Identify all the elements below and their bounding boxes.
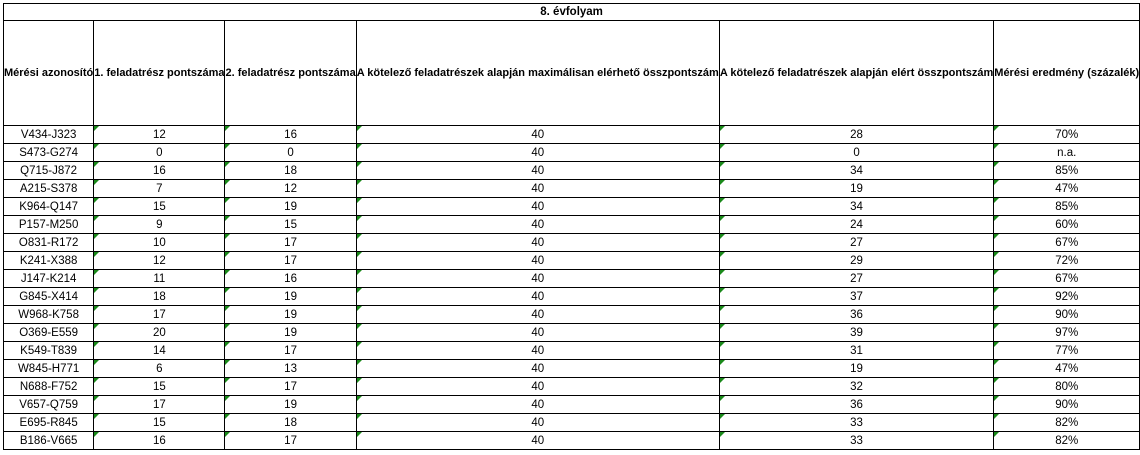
header-measurement-id[interactable]: Mérési azonosító bbox=[4, 21, 94, 126]
cell-measurement-id[interactable]: J147-K214 bbox=[4, 270, 94, 288]
cell-measurement-id[interactable]: S473-G274 bbox=[4, 144, 94, 162]
cell-result-percent[interactable]: 67% bbox=[994, 234, 1140, 252]
cell-max-total[interactable]: 40 bbox=[356, 342, 719, 360]
cell-result-percent[interactable]: 80% bbox=[994, 378, 1140, 396]
cell-result-percent[interactable]: 72% bbox=[994, 252, 1140, 270]
cell-achieved-total[interactable]: 0 bbox=[719, 144, 993, 162]
table-row bbox=[4, 216, 1140, 234]
cell-part1-score[interactable]: 20 bbox=[94, 324, 225, 342]
cell-achieved-total[interactable]: 19 bbox=[719, 360, 993, 378]
cell-result-percent[interactable]: 77% bbox=[994, 342, 1140, 360]
cell-max-total[interactable]: 40 bbox=[356, 432, 719, 450]
cell-result-percent[interactable]: 97% bbox=[994, 324, 1140, 342]
cell-result-percent[interactable]: 70% bbox=[994, 126, 1140, 144]
table-row bbox=[4, 342, 1140, 360]
cell-part2-score[interactable]: 18 bbox=[225, 162, 356, 180]
cell-achieved-total[interactable]: 28 bbox=[719, 126, 993, 144]
table-row bbox=[4, 306, 1140, 324]
cell-part2-score[interactable]: 15 bbox=[225, 216, 356, 234]
cell-part2-score[interactable]: 18 bbox=[225, 414, 356, 432]
cell-result-percent[interactable]: 47% bbox=[994, 180, 1140, 198]
cell-result-percent[interactable]: n.a. bbox=[994, 144, 1140, 162]
table-row bbox=[4, 270, 1140, 288]
cell-part2-score[interactable]: 17 bbox=[225, 342, 356, 360]
cell-max-total[interactable]: 40 bbox=[356, 252, 719, 270]
cell-achieved-total[interactable]: 39 bbox=[719, 324, 993, 342]
cell-part1-score[interactable]: 16 bbox=[94, 432, 225, 450]
cell-achieved-total[interactable]: 32 bbox=[719, 378, 993, 396]
cell-part1-score[interactable]: 17 bbox=[94, 396, 225, 414]
cell-achieved-total[interactable]: 24 bbox=[719, 216, 993, 234]
cell-achieved-total[interactable]: 36 bbox=[719, 306, 993, 324]
cell-max-total[interactable]: 40 bbox=[356, 378, 719, 396]
cell-achieved-total[interactable]: 36 bbox=[719, 396, 993, 414]
cell-max-total[interactable]: 40 bbox=[356, 198, 719, 216]
header-part2-score[interactable]: 2. feladatrész pontszáma bbox=[225, 21, 356, 126]
cell-measurement-id[interactable]: W968-K758 bbox=[4, 306, 94, 324]
cell-part1-score[interactable]: 17 bbox=[94, 306, 225, 324]
table-row bbox=[4, 162, 1140, 180]
cell-measurement-id[interactable]: G845-X414 bbox=[4, 288, 94, 306]
cell-max-total[interactable]: 40 bbox=[356, 306, 719, 324]
header-part1-score[interactable]: 1. feladatrész pontszáma bbox=[94, 21, 225, 126]
cell-max-total[interactable]: 40 bbox=[356, 324, 719, 342]
table-row bbox=[4, 378, 1140, 396]
cell-part1-score[interactable]: 15 bbox=[94, 414, 225, 432]
cell-measurement-id[interactable]: O369-E559 bbox=[4, 324, 94, 342]
cell-part2-score[interactable]: 17 bbox=[225, 432, 356, 450]
cell-result-percent[interactable]: 82% bbox=[994, 432, 1140, 450]
header-achieved-total[interactable]: A kötelező feladatrészek alapján elért összpontszám bbox=[719, 21, 993, 126]
cell-part2-score[interactable]: 19 bbox=[225, 396, 356, 414]
cell-result-percent[interactable]: 82% bbox=[994, 414, 1140, 432]
cell-part1-score[interactable]: 9 bbox=[94, 216, 225, 234]
cell-part2-score[interactable]: 17 bbox=[225, 252, 356, 270]
table-row bbox=[4, 414, 1140, 432]
cell-part1-score[interactable]: 11 bbox=[94, 270, 225, 288]
cell-result-percent[interactable]: 85% bbox=[994, 198, 1140, 216]
table-row bbox=[4, 198, 1140, 216]
cell-max-total[interactable]: 40 bbox=[356, 360, 719, 378]
results-table bbox=[3, 3, 1140, 450]
cell-achieved-total[interactable]: 27 bbox=[719, 234, 993, 252]
cell-max-total[interactable]: 40 bbox=[356, 270, 719, 288]
cell-part2-score[interactable]: 16 bbox=[225, 270, 356, 288]
cell-part1-score[interactable]: 15 bbox=[94, 198, 225, 216]
cell-result-percent[interactable]: 90% bbox=[994, 396, 1140, 414]
cell-part2-score[interactable]: 19 bbox=[225, 288, 356, 306]
table-row bbox=[4, 324, 1140, 342]
table-row bbox=[4, 432, 1140, 450]
cell-achieved-total[interactable]: 34 bbox=[719, 162, 993, 180]
cell-measurement-id[interactable]: K964-Q147 bbox=[4, 198, 94, 216]
cell-part1-score[interactable]: 12 bbox=[94, 126, 225, 144]
cell-achieved-total[interactable]: 33 bbox=[719, 432, 993, 450]
cell-max-total[interactable]: 40 bbox=[356, 288, 719, 306]
cell-achieved-total[interactable]: 29 bbox=[719, 252, 993, 270]
table-title[interactable]: 8. évfolyam bbox=[4, 4, 1140, 21]
table-row bbox=[4, 126, 1140, 144]
cell-part1-score[interactable]: 16 bbox=[94, 162, 225, 180]
cell-max-total[interactable]: 40 bbox=[356, 234, 719, 252]
cell-part2-score[interactable]: 17 bbox=[225, 234, 356, 252]
cell-part1-score[interactable]: 7 bbox=[94, 180, 225, 198]
cell-achieved-total[interactable]: 33 bbox=[719, 414, 993, 432]
cell-max-total[interactable]: 40 bbox=[356, 396, 719, 414]
cell-achieved-total[interactable]: 37 bbox=[719, 288, 993, 306]
table-row bbox=[4, 396, 1140, 414]
cell-measurement-id[interactable]: N688-F752 bbox=[4, 378, 94, 396]
cell-measurement-id[interactable]: A215-S378 bbox=[4, 180, 94, 198]
cell-part2-score[interactable]: 16 bbox=[225, 126, 356, 144]
cell-measurement-id[interactable]: B186-V665 bbox=[4, 432, 94, 450]
cell-result-percent[interactable]: 85% bbox=[994, 162, 1140, 180]
cell-achieved-total[interactable]: 31 bbox=[719, 342, 993, 360]
cell-part1-score[interactable]: 15 bbox=[94, 378, 225, 396]
cell-result-percent[interactable]: 92% bbox=[994, 288, 1140, 306]
cell-result-percent[interactable]: 67% bbox=[994, 270, 1140, 288]
cell-max-total[interactable]: 40 bbox=[356, 144, 719, 162]
cell-part2-score[interactable]: 12 bbox=[225, 180, 356, 198]
header-result-percent[interactable]: Mérési eredmény (százalék) bbox=[994, 21, 1140, 126]
cell-part1-score[interactable]: 18 bbox=[94, 288, 225, 306]
cell-measurement-id[interactable]: K241-X388 bbox=[4, 252, 94, 270]
cell-measurement-id[interactable]: V434-J323 bbox=[4, 126, 94, 144]
cell-max-total[interactable]: 40 bbox=[356, 126, 719, 144]
cell-max-total[interactable]: 40 bbox=[356, 216, 719, 234]
cell-result-percent[interactable]: 60% bbox=[994, 216, 1140, 234]
cell-measurement-id[interactable]: W845-H771 bbox=[4, 360, 94, 378]
cell-achieved-total[interactable]: 27 bbox=[719, 270, 993, 288]
table-row bbox=[4, 288, 1140, 306]
cell-part1-score[interactable]: 0 bbox=[94, 144, 225, 162]
cell-measurement-id[interactable]: P157-M250 bbox=[4, 216, 94, 234]
cell-measurement-id[interactable]: Q715-J872 bbox=[4, 162, 94, 180]
table-row bbox=[4, 360, 1140, 378]
cell-part1-score[interactable]: 14 bbox=[94, 342, 225, 360]
cell-measurement-id[interactable]: E695-R845 bbox=[4, 414, 94, 432]
cell-part1-score[interactable]: 12 bbox=[94, 252, 225, 270]
cell-result-percent[interactable]: 47% bbox=[994, 360, 1140, 378]
cell-part2-score[interactable]: 19 bbox=[225, 324, 356, 342]
cell-max-total[interactable]: 40 bbox=[356, 414, 719, 432]
cell-part1-score[interactable]: 6 bbox=[94, 360, 225, 378]
cell-part2-score[interactable]: 17 bbox=[225, 378, 356, 396]
cell-part2-score[interactable]: 0 bbox=[225, 144, 356, 162]
cell-part2-score[interactable]: 19 bbox=[225, 198, 356, 216]
table-row bbox=[4, 252, 1140, 270]
cell-achieved-total[interactable]: 19 bbox=[719, 180, 993, 198]
cell-max-total[interactable]: 40 bbox=[356, 180, 719, 198]
cell-max-total[interactable]: 40 bbox=[356, 162, 719, 180]
table-row bbox=[4, 180, 1140, 198]
cell-part2-score[interactable]: 19 bbox=[225, 306, 356, 324]
cell-achieved-total[interactable]: 34 bbox=[719, 198, 993, 216]
cell-part1-score[interactable]: 10 bbox=[94, 234, 225, 252]
table-row bbox=[4, 144, 1140, 162]
cell-part2-score[interactable]: 13 bbox=[225, 360, 356, 378]
table-row bbox=[4, 234, 1140, 252]
cell-result-percent[interactable]: 90% bbox=[994, 306, 1140, 324]
header-max-total[interactable]: A kötelező feladatrészek alapján maximálisan elérhető összpontszám bbox=[356, 21, 719, 126]
cell-measurement-id[interactable]: K549-T839 bbox=[4, 342, 94, 360]
cell-measurement-id[interactable]: O831-R172 bbox=[4, 234, 94, 252]
cell-measurement-id[interactable]: V657-Q759 bbox=[4, 396, 94, 414]
